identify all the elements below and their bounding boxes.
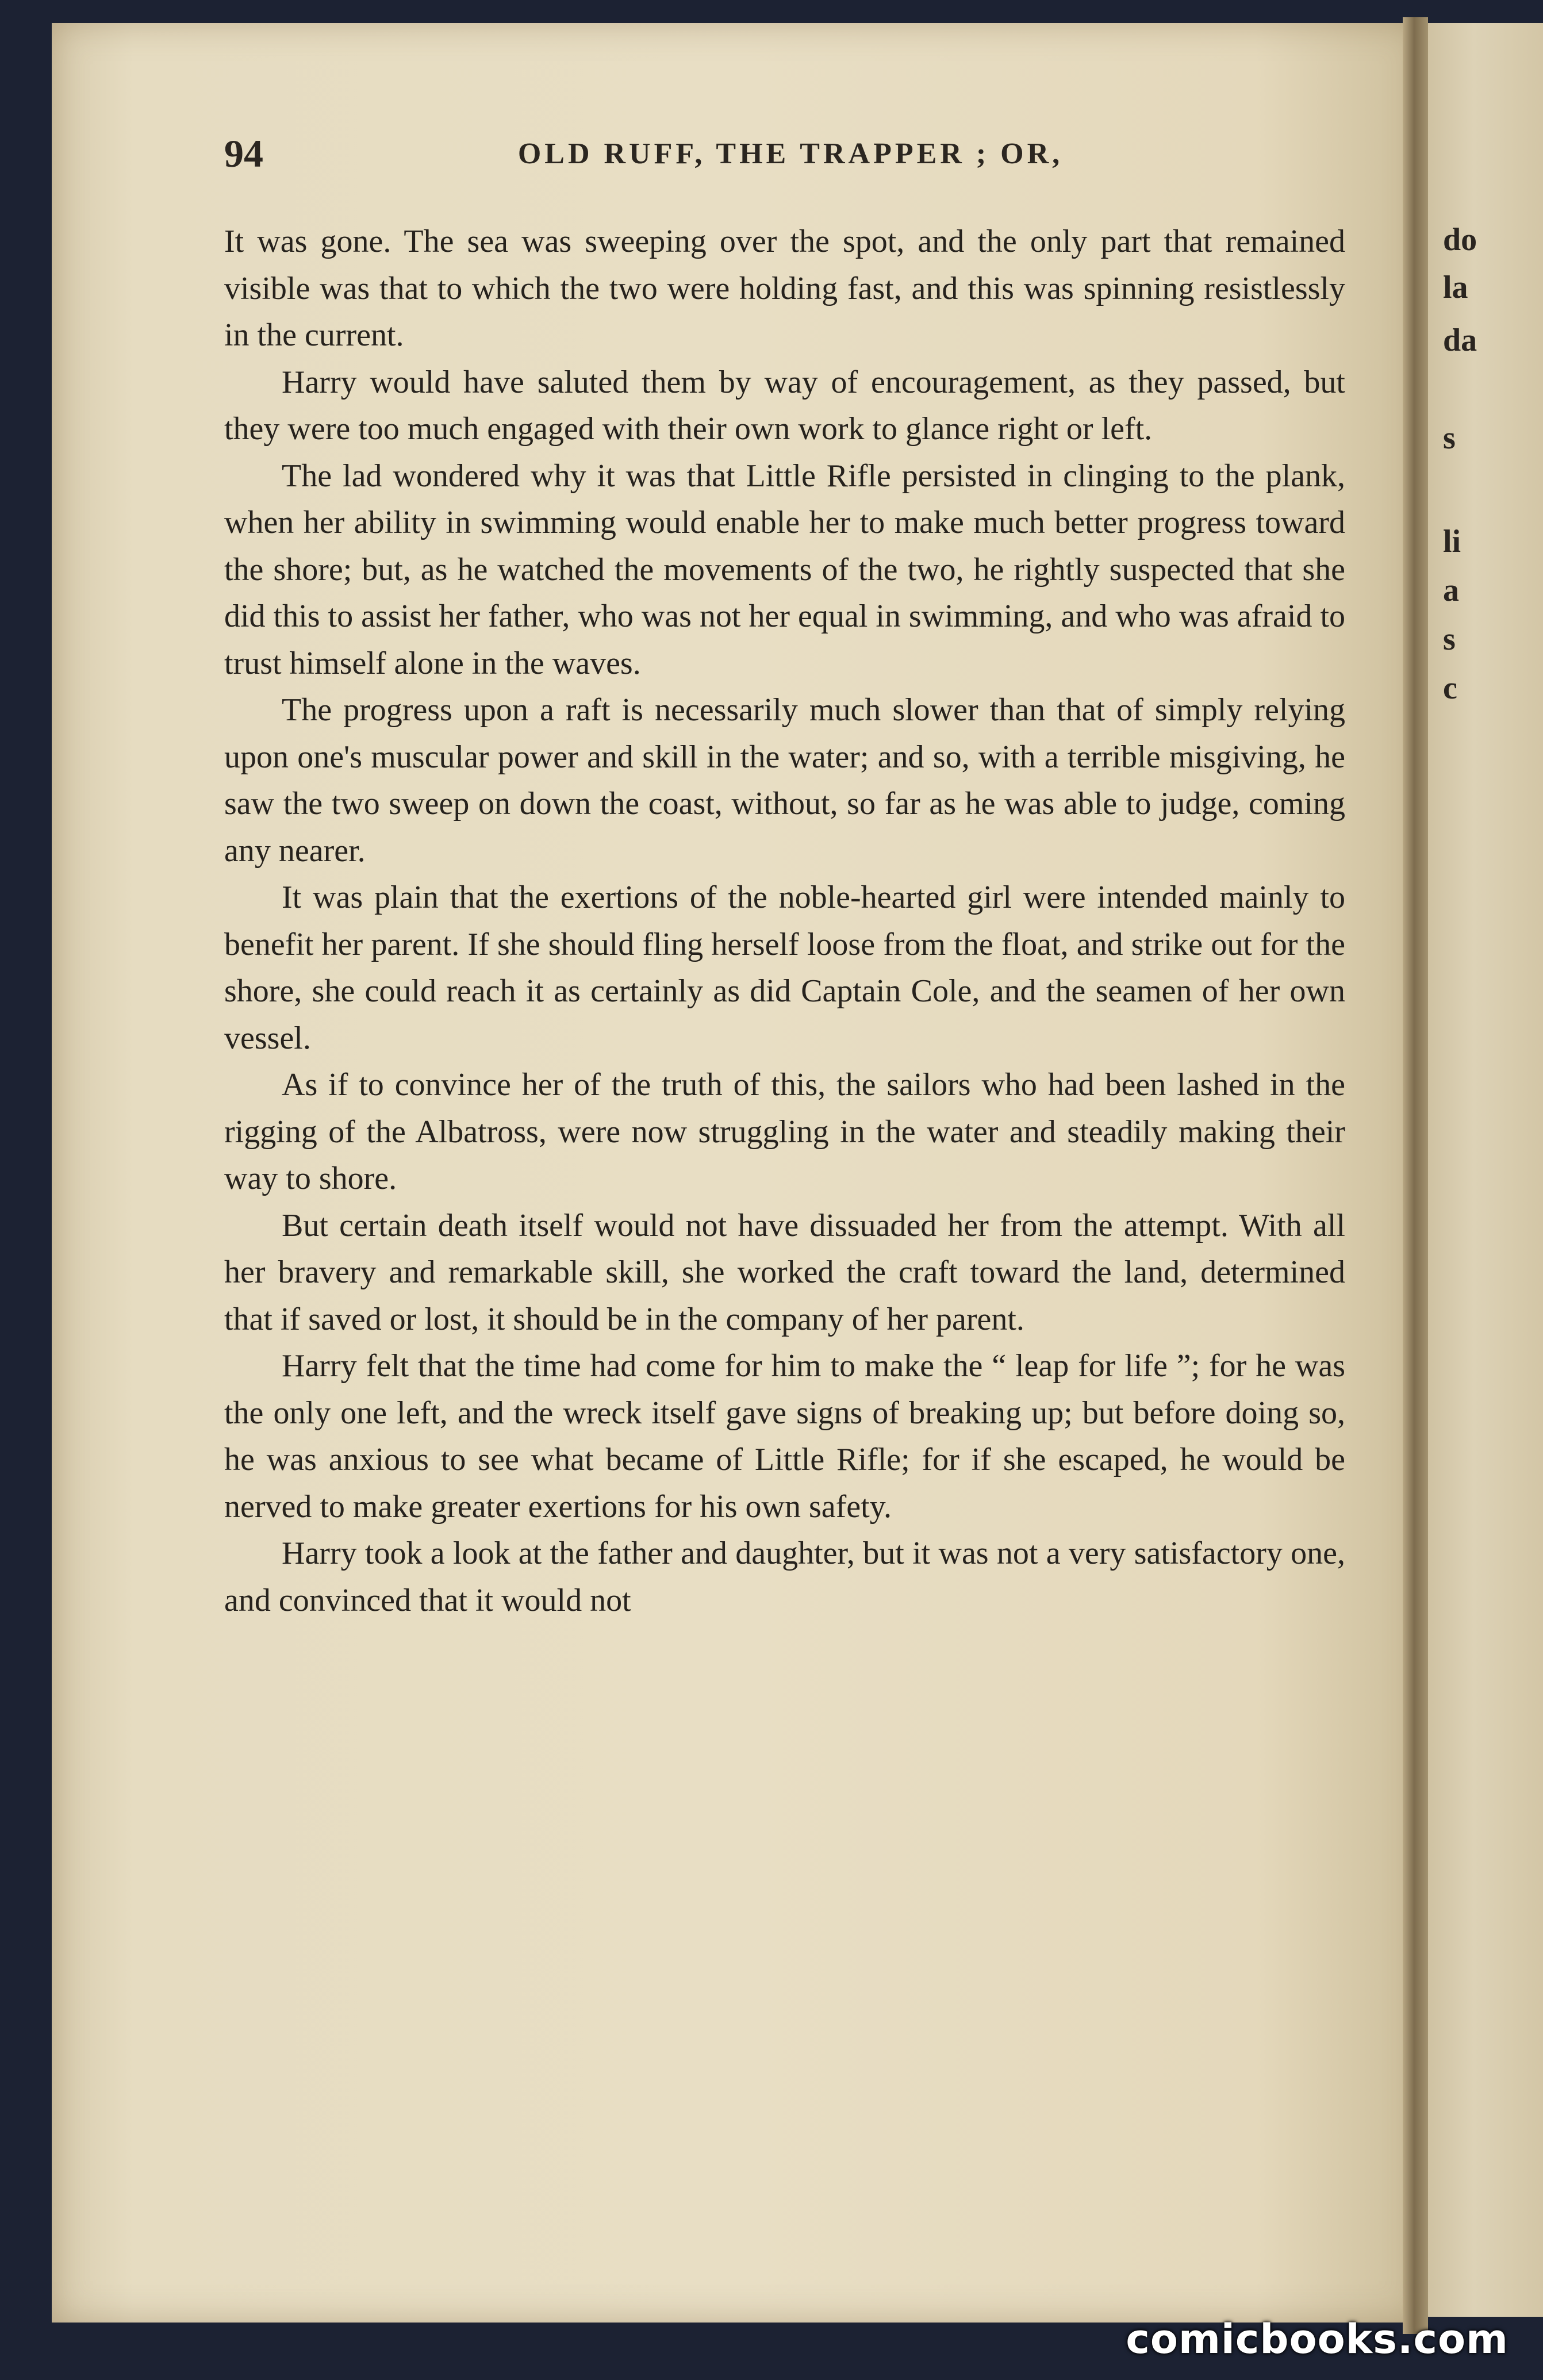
paragraph: As if to convince her of the truth of this, the sailors who had been lashed in the rigging of the Albatross, were now struggling in the water and steadily making their way to shore.: [224, 1067, 1345, 1196]
paragraph: It was gone. The sea was sweeping over the spot, and the only part that remained visible was that to which the two were holding fast, and this was spinning resistlessly in the current.: [224, 224, 1345, 353]
facing-page-fragment: la: [1443, 270, 1468, 305]
facing-page-fragment: s: [1443, 621, 1456, 657]
paragraph: Harry would have saluted them by way of encouragement, as they passed, but they were too much engaged with their own work to glance right or left.: [224, 364, 1345, 447]
facing-page-fragment: c: [1443, 670, 1457, 706]
book-gutter: [1403, 17, 1428, 2334]
paragraph: It was plain that the exertions of the noble-hearted girl were intended mainly to benefit her parent. If she should fling herself loose from the float, and strike out for the shore, she could reach it as certainly as did Captain Cole, and the seamen of her own vessel.: [224, 880, 1345, 1056]
site-watermark: comicbooks.com: [1126, 2316, 1509, 2363]
paragraph: The progress upon a raft is necessarily much slower than that of simply relying upon one's muscular power and skill in the water; and so, with a terrible misgiving, he saw the two sweep on down the coast, without, so far as he was able to judge, coming any nearer.: [224, 692, 1345, 869]
page-header: [224, 131, 1357, 183]
facing-page-fragment: a: [1443, 573, 1459, 608]
paragraph: The lad wondered why it was that Little Rifle persisted in clinging to the plank, when her ability in swimming would enable her to make much better progress toward the shore; but, as he watched the movements of the two, he rightly suspected that she did this to assist her father, who was not her equal in swimming, and who was afraid to trust himself alone in the waves.: [224, 458, 1345, 681]
facing-page-fragment: do: [1443, 222, 1477, 258]
paragraph: But certain death itself would not have dissuaded her from the attempt. With all her bravery and remarkable skill, she worked the craft toward the land, determined that if saved or lost, it should be in the company of her parent.: [224, 1207, 1345, 1337]
facing-page-fragment: li: [1443, 524, 1461, 559]
page-number: 94: [224, 132, 263, 175]
facing-page-fragment: s: [1443, 420, 1456, 456]
facing-page-fragment: da: [1443, 323, 1477, 358]
paragraph: Harry felt that the time had come for him to make the “ leap for life ”; for he was the only one left, and the wreck itself gave signs of breaking up; but before doing so, he was anxious to see what became of Little Rifle; for if she escaped, he would be nerved to make greater exertions for his own safety.: [224, 1348, 1345, 1525]
paragraph: Harry took a look at the father and daughter, but it was not a very satisfactory one, and convinced that it would not: [224, 1536, 1345, 1618]
facing-page-edge: [1428, 23, 1543, 2317]
body-text: [224, 218, 1345, 1624]
running-head: OLD RUFF, THE TRAPPER ; OR,: [517, 137, 1064, 170]
